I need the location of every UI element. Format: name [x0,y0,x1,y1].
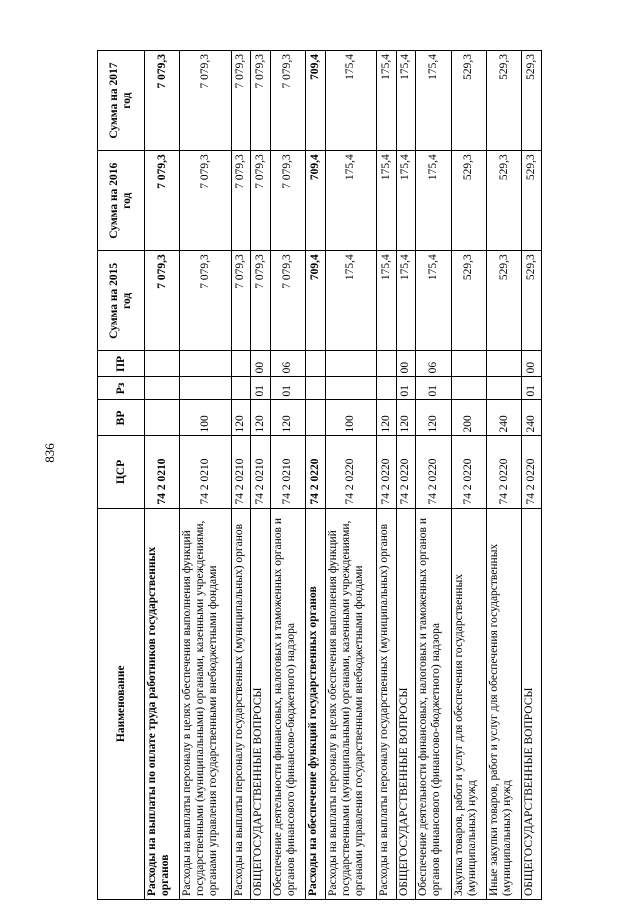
row-sum-2016: 7 079,3 [231,151,251,251]
table-row [145,51,180,900]
row-vr: 120 [396,400,416,436]
row-sum-2017: 7 079,3 [231,51,251,151]
row-csr: 74 2 0220 [486,436,521,508]
row-sum-2015: 175,4 [377,251,397,351]
row-name: Расходы на выплаты персоналу в целях обеспечения выполнения функций государственными (муниципальными) органами, казенными учреждениями, органами управления государственными внебюджетными фондами [325,508,376,899]
table-row [251,51,271,900]
table-row [486,51,521,900]
row-vr: 240 [522,400,542,436]
table-row [416,51,451,900]
row-sum-2017: 529,3 [451,51,486,151]
row-sum-2015: 709,4 [306,251,326,351]
row-sum-2017: 529,3 [486,51,521,151]
row-sum-2017: 175,4 [325,51,376,151]
row-sum-2016: 175,4 [325,151,376,251]
row-vr: 120 [231,400,251,436]
row-csr: 74 2 0220 [451,436,486,508]
row-pr: 06 [416,351,451,377]
row-sum-2016: 529,3 [451,151,486,251]
row-sum-2015: 7 079,3 [270,251,305,351]
row-pr: 00 [522,351,542,377]
row-csr: 74 2 0210 [231,436,251,508]
budget-table-rotated [97,50,542,900]
row-csr: 74 2 0220 [396,436,416,508]
row-pr [451,351,486,377]
row-vr: 240 [486,400,521,436]
table-header-row [98,51,145,900]
row-rz [377,377,397,400]
header-vr: ВР [98,400,145,436]
row-pr [145,351,180,377]
row-sum-2015: 7 079,3 [145,251,180,351]
row-name: Расходы на обеспечение функций государственных органов [306,508,326,899]
row-pr [306,351,326,377]
table-row [306,51,326,900]
row-sum-2017: 7 079,3 [251,51,271,151]
row-pr [486,351,521,377]
row-pr [377,351,397,377]
row-rz [306,377,326,400]
row-rz [325,377,376,400]
row-vr: 200 [451,400,486,436]
row-sum-2015: 175,4 [396,251,416,351]
row-sum-2015: 529,3 [522,251,542,351]
row-pr: 00 [251,351,271,377]
row-rz [231,377,251,400]
row-sum-2017: 7 079,3 [180,51,231,151]
row-csr: 74 2 0220 [325,436,376,508]
row-vr: 100 [325,400,376,436]
row-rz [180,377,231,400]
row-sum-2016: 529,3 [522,151,542,251]
row-pr [231,351,251,377]
row-sum-2015: 175,4 [416,251,451,351]
row-name: Расходы на выплаты персоналу государственных (муниципальных) органов [231,508,251,899]
row-rz [486,377,521,400]
row-rz [145,377,180,400]
row-name: Закупка товаров, работ и услуг для обеспечения государственных (муниципальных) нужд [451,508,486,899]
row-csr: 74 2 0220 [416,436,451,508]
page-number: 836 [42,443,57,463]
header-name: Наименование [98,508,145,899]
row-sum-2016: 529,3 [486,151,521,251]
row-name: Обеспечение деятельности финансовых, налоговых и таможенных органов и органов финансового (финансово-бюджетного) надзора [270,508,305,899]
row-sum-2015: 7 079,3 [180,251,231,351]
row-pr: 00 [396,351,416,377]
row-sum-2016: 7 079,3 [180,151,231,251]
row-sum-2016: 175,4 [416,151,451,251]
row-sum-2016: 7 079,3 [251,151,271,251]
table-row [180,51,231,900]
row-csr: 74 2 0210 [251,436,271,508]
row-vr: 120 [377,400,397,436]
table-row [325,51,376,900]
row-sum-2017: 175,4 [377,51,397,151]
row-pr [325,351,376,377]
row-rz: 01 [270,377,305,400]
row-sum-2017: 175,4 [396,51,416,151]
row-sum-2015: 7 079,3 [251,251,271,351]
header-sum-2016: Сумма на 2016 год [98,151,145,251]
row-sum-2016: 175,4 [377,151,397,251]
row-vr: 120 [251,400,271,436]
row-vr: 120 [416,400,451,436]
row-name: Расходы на выплаты по оплате труда работников государственных органов [145,508,180,899]
row-sum-2016: 7 079,3 [145,151,180,251]
table-row [522,51,542,900]
row-name: Обеспечение деятельности финансовых, налоговых и таможенных органов и органов финансового (финансово-бюджетного) надзора [416,508,451,899]
row-csr: 74 2 0210 [180,436,231,508]
row-sum-2015: 529,3 [486,251,521,351]
row-pr [180,351,231,377]
budget-table [97,50,542,900]
row-vr: 120 [270,400,305,436]
header-sum-2017: Сумма на 2017 год [98,51,145,151]
row-sum-2016: 7 079,3 [270,151,305,251]
row-rz: 01 [416,377,451,400]
row-csr: 74 2 0210 [145,436,180,508]
header-csr: ЦСР [98,436,145,508]
table-row [270,51,305,900]
header-pr: ПР [98,351,145,377]
row-name: ОБЩЕГОСУДАРСТВЕННЫЕ ВОПРОСЫ [396,508,416,899]
row-rz [451,377,486,400]
row-vr: 100 [180,400,231,436]
row-sum-2017: 175,4 [416,51,451,151]
row-sum-2016: 709,4 [306,151,326,251]
row-sum-2017: 529,3 [522,51,542,151]
row-name: ОБЩЕГОСУДАРСТВЕННЫЕ ВОПРОСЫ [251,508,271,899]
table-row [231,51,251,900]
row-vr [306,400,326,436]
row-sum-2017: 7 079,3 [270,51,305,151]
row-name: Расходы на выплаты персоналу в целях обеспечения выполнения функций государственными (муниципальными) органами, казенными учреждениями, органами управления государственными внебюджетными фондами [180,508,231,899]
row-sum-2015: 7 079,3 [231,251,251,351]
row-rz: 01 [251,377,271,400]
row-pr: 06 [270,351,305,377]
table-row [396,51,416,900]
row-rz: 01 [522,377,542,400]
row-csr: 74 2 0220 [306,436,326,508]
row-sum-2015: 529,3 [451,251,486,351]
header-sum-2015: Сумма на 2015 год [98,251,145,351]
row-sum-2017: 7 079,3 [145,51,180,151]
table-row [451,51,486,900]
row-csr: 74 2 0210 [270,436,305,508]
row-sum-2016: 175,4 [396,151,416,251]
row-vr [145,400,180,436]
row-name: Иные закупки товаров, работ и услуг для обеспечения государственных (муниципальных) нужд [486,508,521,899]
row-sum-2015: 175,4 [325,251,376,351]
header-rz: Рз [98,377,145,400]
row-sum-2017: 709,4 [306,51,326,151]
row-name: ОБЩЕГОСУДАРСТВЕННЫЕ ВОПРОСЫ [522,508,542,899]
row-csr: 74 2 0220 [522,436,542,508]
table-row [377,51,397,900]
row-rz: 01 [396,377,416,400]
row-name: Расходы на выплаты персоналу государственных (муниципальных) органов [377,508,397,899]
row-csr: 74 2 0220 [377,436,397,508]
